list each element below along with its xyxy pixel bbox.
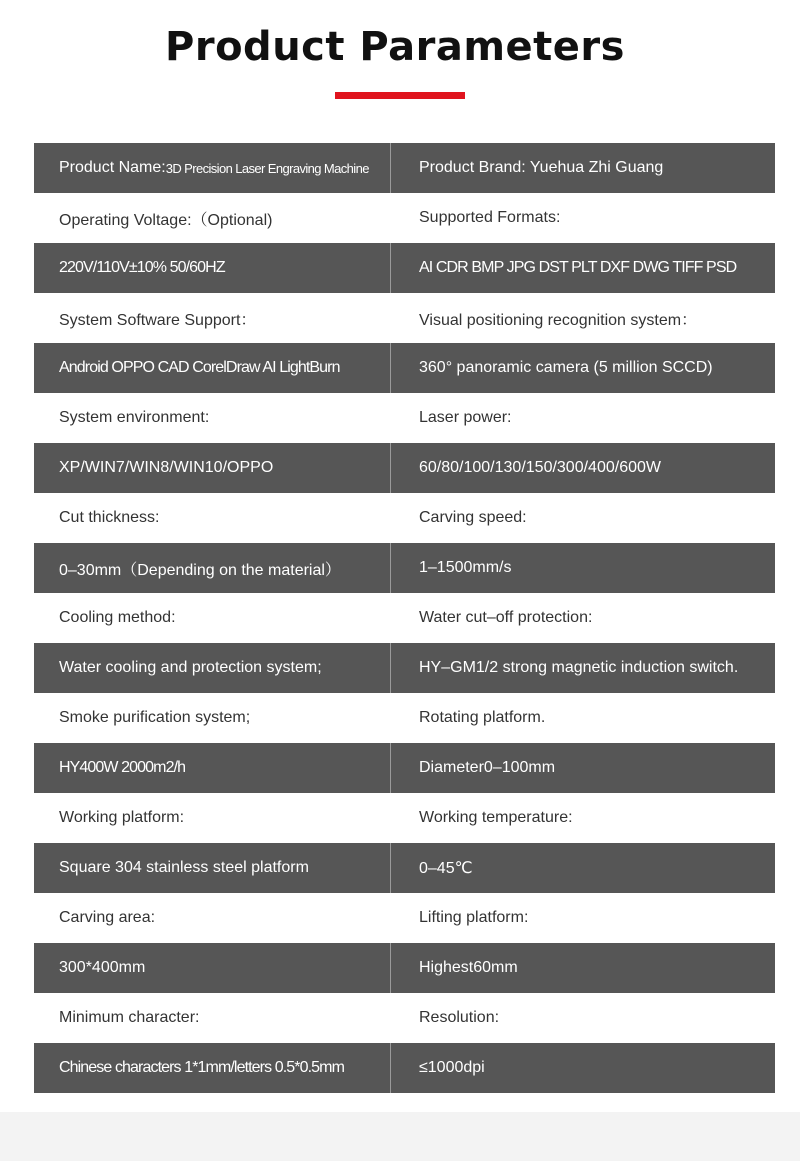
table-cell-left: 0–30mm（Depending on the material） — [34, 543, 391, 593]
table-cell-left: Minimum character: — [59, 1009, 200, 1026]
table-cell-left: Smoke purification system; — [59, 709, 251, 726]
table-cell-right: AI CDR BMP JPG DST PLT DXF DWG TIFF PSD — [419, 259, 737, 276]
table-cell-left: 300*400mm — [34, 943, 391, 993]
table-row — [34, 493, 775, 543]
table-cell-right: Product Brand: Yuehua Zhi Guang — [419, 159, 664, 176]
table-cell-left: System Software Support： — [59, 311, 257, 329]
table-row — [34, 793, 775, 843]
table-row — [34, 443, 775, 493]
table-cell-right: Laser power: — [419, 409, 512, 426]
table-cell-right: ≤1000dpi — [419, 1059, 485, 1076]
table-cell-right: Supported Formats: — [419, 209, 561, 226]
table-cell-right: 60/80/100/130/150/300/400/600W — [419, 459, 661, 476]
table-cell-right: Visual positioning recognition system： — [419, 311, 698, 329]
table-row — [34, 893, 775, 943]
table-cell-right: 1–1500mm/s — [419, 559, 512, 576]
table-row — [34, 593, 775, 643]
table-row — [34, 293, 775, 343]
table-cell-right: Working temperature: — [419, 809, 573, 826]
table-cell-left: Water cooling and protection system; — [34, 643, 391, 693]
cell-label: Product Name: — [59, 159, 166, 176]
table-row — [34, 193, 775, 243]
table-cell-left: Android OPPO CAD CorelDraw AI LightBurn — [34, 343, 391, 393]
table-cell-left: XP/WIN7/WIN8/WIN10/OPPO — [34, 443, 391, 493]
table-cell-right: Resolution: — [419, 1009, 500, 1026]
page-title: Product Parameters — [165, 24, 625, 70]
table-row — [34, 843, 775, 893]
table-row — [34, 343, 775, 393]
table-cell-left: Operating Voltage:（Optional) — [59, 211, 273, 229]
table-cell-left: HY400W 2000m2/h — [34, 743, 391, 793]
table-row — [34, 993, 775, 1043]
table-cell-left: Cooling method: — [59, 609, 176, 626]
table-cell-left — [34, 143, 391, 193]
table-cell-right: HY–GM1/2 strong magnetic induction switch. — [419, 659, 739, 676]
table-cell-left: 220V/110V±10% 50/60HZ — [34, 243, 391, 293]
table-row — [34, 743, 775, 793]
table-cell-left: Chinese characters 1*1mm/letters 0.5*0.5mm — [34, 1043, 391, 1093]
table-row — [34, 243, 775, 293]
table-cell-left: System environment: — [59, 409, 210, 426]
table-row — [34, 543, 775, 593]
table-cell-right: 360° panoramic camera (5 million SCCD) — [419, 359, 713, 376]
table-cell-left: Cut thickness: — [59, 509, 160, 526]
page-footer-band — [0, 1112, 800, 1161]
table-cell-left: Carving area: — [59, 909, 156, 926]
table-row — [34, 693, 775, 743]
table-cell-right: 0–45℃ — [419, 860, 473, 877]
cell-value: 3D Precision Laser Engraving Machine — [165, 160, 369, 176]
table-row — [34, 943, 775, 993]
table-cell-right: Rotating platform. — [419, 709, 546, 726]
table-cell-right: Diameter0–100mm — [419, 759, 556, 776]
table-cell-right: Water cut–off protection: — [419, 609, 593, 626]
parameters-table — [34, 143, 775, 1093]
table-row — [34, 393, 775, 443]
table-row — [34, 1043, 775, 1093]
title-underline — [335, 92, 465, 99]
table-row — [34, 143, 775, 193]
table-row — [34, 643, 775, 693]
table-cell-right: Lifting platform: — [419, 909, 529, 926]
table-cell-left: Working platform: — [59, 809, 185, 826]
table-cell-right: Highest60mm — [419, 959, 518, 976]
table-cell-right: Carving speed: — [419, 509, 527, 526]
table-cell-left: Square 304 stainless steel platform — [34, 843, 391, 893]
